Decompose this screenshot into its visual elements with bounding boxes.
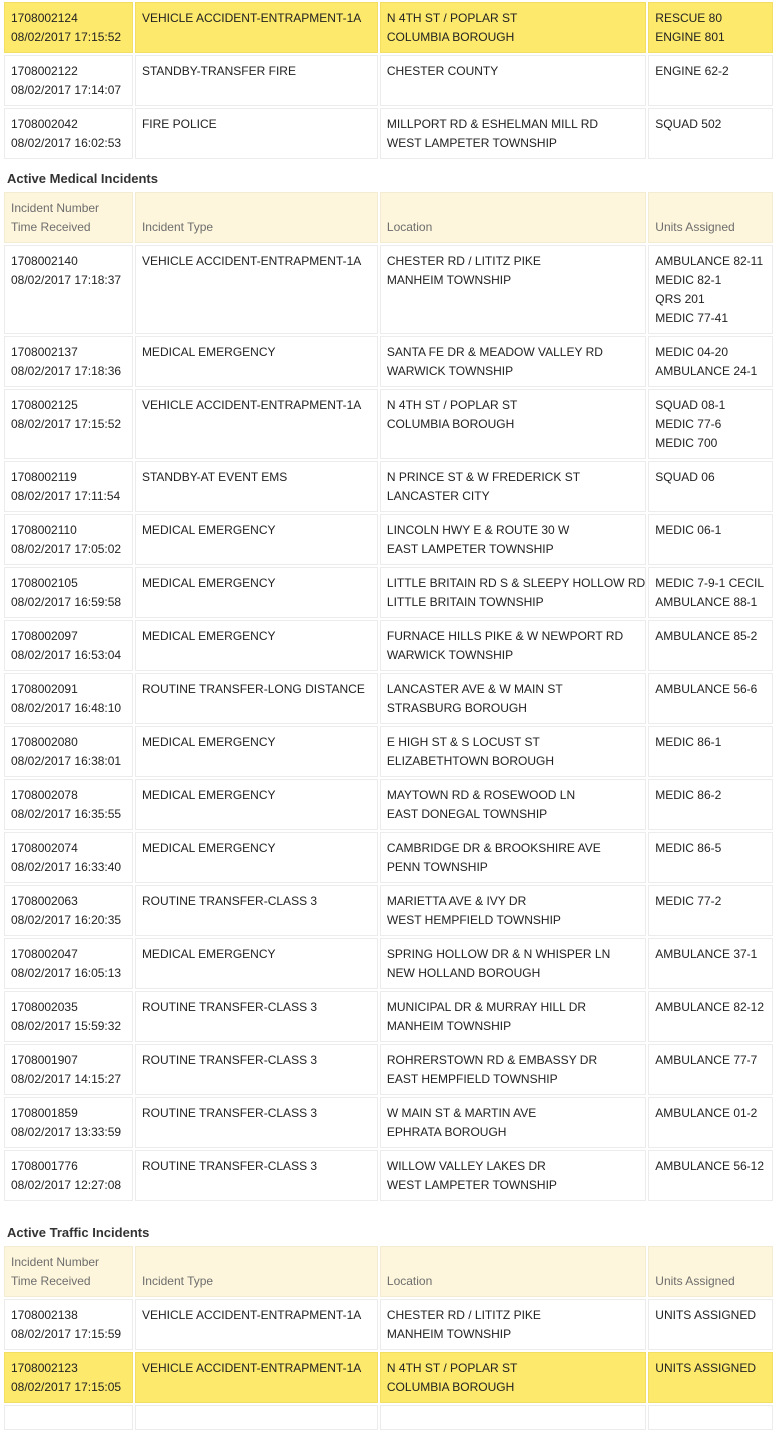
partial-cell	[380, 1405, 646, 1430]
location-street: LANCASTER AVE & W MAIN ST	[386, 682, 563, 696]
location-municipality: EAST HEMPFIELD TOWNSHIP	[386, 1072, 558, 1086]
units-assigned-cell	[648, 1044, 773, 1095]
unit-label: UNITS ASSIGNED	[655, 1308, 756, 1322]
medical-section-title: Active Medical Incidents	[7, 171, 158, 186]
medical-incidents-table	[2, 190, 775, 1203]
unit-label: MEDIC 82-1	[655, 273, 722, 287]
incident-number-cell[interactable]	[4, 1150, 133, 1201]
units-assigned-cell	[648, 108, 773, 159]
incident-row[interactable]	[4, 245, 773, 334]
time-received: 08/02/2017 16:48:10	[11, 701, 122, 715]
incident-number[interactable]: 1708001859	[11, 1106, 78, 1120]
unit-label: MEDIC 77-2	[655, 894, 722, 908]
incident-type-cell: FIRE POLICE	[135, 108, 378, 159]
time-received: 08/02/2017 14:15:27	[11, 1072, 122, 1086]
partial-cell	[4, 1405, 133, 1430]
incident-number-cell[interactable]	[4, 779, 133, 830]
location-street: SANTA FE DR & MEADOW VALLEY RD	[386, 345, 603, 359]
location-municipality: EPHRATA BOROUGH	[386, 1125, 507, 1139]
location-cell	[380, 514, 646, 565]
location-cell	[380, 108, 646, 159]
incident-number-cell[interactable]	[4, 567, 133, 618]
location-municipality: STRASBURG BOROUGH	[386, 701, 527, 715]
location-municipality: EAST LAMPETER TOWNSHIP	[386, 542, 554, 556]
units-assigned-cell	[648, 673, 773, 724]
time-received: 08/02/2017 16:20:35	[11, 913, 122, 927]
incident-row[interactable]	[4, 514, 773, 565]
incident-number-cell[interactable]	[4, 1352, 133, 1403]
incident-row[interactable]	[4, 991, 773, 1042]
incident-row[interactable]	[4, 336, 773, 387]
incident-number-cell[interactable]	[4, 1299, 133, 1350]
incident-type-cell: ROUTINE TRANSFER-LONG DISTANCE	[135, 673, 378, 724]
location-cell	[380, 991, 646, 1042]
time-received: 08/02/2017 12:27:08	[11, 1178, 122, 1192]
units-assigned-cell	[648, 620, 773, 671]
incident-row[interactable]	[4, 108, 773, 159]
unit-label: AMBULANCE 82-12	[655, 1000, 765, 1014]
header-units-assigned[interactable]: Units Assigned	[648, 192, 773, 243]
incident-number-cell[interactable]	[4, 885, 133, 936]
unit-label: MEDIC 86-2	[655, 788, 722, 802]
units-assigned-cell	[648, 1352, 773, 1403]
time-received: 08/02/2017 17:15:59	[11, 1327, 122, 1341]
header-number-label: Incident Number	[11, 1255, 100, 1269]
location-municipality: WEST LAMPETER TOWNSHIP	[386, 1178, 557, 1192]
unit-label: AMBULANCE 56-6	[655, 682, 758, 696]
incident-row[interactable]	[4, 673, 773, 724]
unit-label: MEDIC 7-9-1 CECIL	[655, 576, 764, 590]
incident-type-cell: STANDBY-TRANSFER FIRE	[135, 55, 378, 106]
time-received: 08/02/2017 17:14:07	[11, 83, 122, 97]
location-cell	[380, 1097, 646, 1148]
time-received: 08/02/2017 13:33:59	[11, 1125, 122, 1139]
location-street: CHESTER RD / LITITZ PIKE	[386, 254, 541, 268]
incident-row[interactable]	[4, 55, 773, 106]
incident-number[interactable]: 1708002042	[11, 117, 78, 131]
incident-number-cell[interactable]	[4, 1097, 133, 1148]
unit-label: AMBULANCE 85-2	[655, 629, 758, 643]
incident-number[interactable]: 1708001776	[11, 1159, 78, 1173]
incident-number[interactable]: 1708002047	[11, 947, 78, 961]
time-received: 08/02/2017 16:59:58	[11, 595, 122, 609]
location-street: N 4TH ST / POPLAR ST	[386, 1361, 518, 1375]
units-assigned-cell	[648, 336, 773, 387]
time-received: 08/02/2017 17:15:52	[11, 30, 122, 44]
unit-label: AMBULANCE 82-11	[655, 254, 764, 268]
location-street: SPRING HOLLOW DR & N WHISPER LN	[386, 947, 611, 961]
location-cell	[380, 779, 646, 830]
incident-number-cell[interactable]	[4, 245, 133, 334]
medical-incidents-body	[4, 245, 773, 1201]
location-cell	[380, 567, 646, 618]
incident-number-cell[interactable]	[4, 55, 133, 106]
partial-cell	[648, 1405, 773, 1430]
units-assigned-cell	[648, 389, 773, 459]
fire-incidents-body	[4, 2, 773, 159]
location-cell	[380, 245, 646, 334]
header-location[interactable]: Location	[380, 192, 646, 243]
location-cell	[380, 1299, 646, 1350]
location-municipality: WARWICK TOWNSHIP	[386, 648, 514, 662]
incident-number[interactable]: 1708002063	[11, 894, 78, 908]
incident-row[interactable]	[4, 885, 773, 936]
unit-label: SQUAD 06	[655, 470, 715, 484]
location-cell	[380, 832, 646, 883]
header-incident-number[interactable]	[4, 1246, 133, 1297]
location-cell	[380, 620, 646, 671]
location-municipality: PENN TOWNSHIP	[386, 860, 488, 874]
location-street: E HIGH ST & S LOCUST ST	[386, 735, 540, 749]
incident-type-cell: ROUTINE TRANSFER-CLASS 3	[135, 991, 378, 1042]
incident-row[interactable]	[4, 461, 773, 512]
unit-label: QRS 201	[655, 292, 705, 306]
incident-row[interactable]	[4, 1299, 773, 1350]
unit-label: ENGINE 801	[655, 30, 725, 44]
units-assigned-cell	[648, 2, 773, 53]
incident-number[interactable]: 1708002140	[11, 254, 78, 268]
incident-number-cell[interactable]	[4, 832, 133, 883]
location-street: MARIETTA AVE & IVY DR	[386, 894, 527, 908]
location-municipality: MANHEIM TOWNSHIP	[386, 1327, 512, 1341]
incident-row[interactable]	[4, 567, 773, 618]
time-received: 08/02/2017 16:02:53	[11, 136, 122, 150]
header-number-label: Incident Number	[11, 201, 100, 215]
incident-row[interactable]	[4, 2, 773, 53]
location-street: MUNICIPAL DR & MURRAY HILL DR	[386, 1000, 587, 1014]
incident-row[interactable]	[4, 726, 773, 777]
unit-label: MEDIC 700	[655, 436, 718, 450]
incident-type-cell: ROUTINE TRANSFER-CLASS 3	[135, 1097, 378, 1148]
location-municipality: WEST LAMPETER TOWNSHIP	[386, 136, 557, 150]
incident-type-cell: MEDICAL EMERGENCY	[135, 938, 378, 989]
unit-label: SQUAD 502	[655, 117, 722, 131]
location-cell	[380, 2, 646, 53]
header-location[interactable]: Location	[380, 1246, 646, 1297]
incident-row[interactable]	[4, 620, 773, 671]
location-municipality: COLUMBIA BOROUGH	[386, 30, 515, 44]
units-assigned-cell	[648, 885, 773, 936]
units-assigned-cell	[648, 1097, 773, 1148]
incident-number-cell[interactable]	[4, 514, 133, 565]
incident-number[interactable]: 1708002124	[11, 11, 78, 25]
time-received: 08/02/2017 16:33:40	[11, 860, 122, 874]
location-street: ROHRERSTOWN RD & EMBASSY DR	[386, 1053, 598, 1067]
incident-number-cell[interactable]	[4, 991, 133, 1042]
incident-type-cell: MEDICAL EMERGENCY	[135, 336, 378, 387]
location-municipality: COLUMBIA BOROUGH	[386, 417, 515, 431]
incident-row[interactable]	[4, 1150, 773, 1201]
units-assigned-cell	[648, 514, 773, 565]
unit-label: MEDIC 06-1	[655, 523, 722, 537]
header-incident-type[interactable]: Incident Type	[135, 192, 378, 243]
incident-row[interactable]	[4, 389, 773, 459]
location-municipality: NEW HOLLAND BOROUGH	[386, 966, 541, 980]
incident-number[interactable]: 1708002125	[11, 398, 78, 412]
time-received: 08/02/2017 16:05:13	[11, 966, 122, 980]
location-street: CHESTER COUNTY	[386, 64, 499, 78]
header-time-label: Time Received	[11, 220, 91, 234]
location-municipality: WEST HEMPFIELD TOWNSHIP	[386, 913, 561, 927]
units-assigned-cell	[648, 245, 773, 334]
unit-label: MEDIC 86-1	[655, 735, 722, 749]
location-street: MILLPORT RD & ESHELMAN MILL RD	[386, 117, 599, 131]
unit-label: MEDIC 77-6	[655, 417, 722, 431]
time-received: 08/02/2017 15:59:32	[11, 1019, 122, 1033]
fire-incidents-table	[2, 0, 775, 161]
location-cell	[380, 55, 646, 106]
header-units-assigned[interactable]: Units Assigned	[648, 1246, 773, 1297]
incident-type-cell: MEDICAL EMERGENCY	[135, 779, 378, 830]
incident-row[interactable]	[4, 832, 773, 883]
incident-number[interactable]: 1708002035	[11, 1000, 78, 1014]
location-street: WILLOW VALLEY LAKES DR	[386, 1159, 546, 1173]
location-cell	[380, 1150, 646, 1201]
incident-type-cell: MEDICAL EMERGENCY	[135, 726, 378, 777]
incident-type-cell: MEDICAL EMERGENCY	[135, 514, 378, 565]
incident-number-cell[interactable]	[4, 726, 133, 777]
incident-type-cell: MEDICAL EMERGENCY	[135, 567, 378, 618]
units-assigned-cell	[648, 938, 773, 989]
location-municipality: LANCASTER CITY	[386, 489, 490, 503]
location-cell	[380, 938, 646, 989]
unit-label: MEDIC 04-20	[655, 345, 728, 359]
location-municipality: COLUMBIA BOROUGH	[386, 1380, 515, 1394]
incident-type-cell: VEHICLE ACCIDENT-ENTRAPMENT-1A	[135, 2, 378, 53]
incident-type-cell: STANDBY-AT EVENT EMS	[135, 461, 378, 512]
location-street: LITTLE BRITAIN RD S & SLEEPY HOLLOW RD	[386, 576, 646, 590]
incident-row[interactable]	[4, 1044, 773, 1095]
units-assigned-cell	[648, 461, 773, 512]
unit-label: AMBULANCE 01-2	[655, 1106, 758, 1120]
incident-number[interactable]: 1708002138	[11, 1308, 78, 1322]
location-cell	[380, 885, 646, 936]
location-municipality: ELIZABETHTOWN BOROUGH	[386, 754, 555, 768]
time-received: 08/02/2017 17:18:36	[11, 364, 122, 378]
incident-number-cell[interactable]	[4, 1044, 133, 1095]
incident-number-cell[interactable]	[4, 461, 133, 512]
location-street: CHESTER RD / LITITZ PIKE	[386, 1308, 541, 1322]
incident-number[interactable]: 1708002137	[11, 345, 78, 359]
incident-number[interactable]: 1708002078	[11, 788, 78, 802]
incident-number[interactable]: 1708002091	[11, 682, 78, 696]
units-assigned-cell	[648, 779, 773, 830]
medical-header-row	[4, 192, 773, 243]
incident-number[interactable]: 1708002105	[11, 576, 78, 590]
incident-type-cell: ROUTINE TRANSFER-CLASS 3	[135, 1150, 378, 1201]
units-assigned-cell	[648, 726, 773, 777]
incident-number[interactable]: 1708002122	[11, 64, 78, 78]
location-municipality: MANHEIM TOWNSHIP	[386, 1019, 512, 1033]
incident-number[interactable]: 1708002074	[11, 841, 78, 855]
unit-label: AMBULANCE 77-7	[655, 1053, 758, 1067]
unit-label: AMBULANCE 37-1	[655, 947, 758, 961]
partial-cell	[135, 1405, 378, 1430]
location-municipality: EAST DONEGAL TOWNSHIP	[386, 807, 548, 821]
units-assigned-cell	[648, 567, 773, 618]
incident-type-cell: VEHICLE ACCIDENT-ENTRAPMENT-1A	[135, 389, 378, 459]
incident-row[interactable]	[4, 938, 773, 989]
incident-type-cell: VEHICLE ACCIDENT-ENTRAPMENT-1A	[135, 245, 378, 334]
location-street: MAYTOWN RD & ROSEWOOD LN	[386, 788, 576, 802]
time-received: 08/02/2017 16:38:01	[11, 754, 122, 768]
incident-number-cell[interactable]	[4, 389, 133, 459]
incident-number-cell[interactable]	[4, 2, 133, 53]
location-cell	[380, 461, 646, 512]
unit-label: MEDIC 86-5	[655, 841, 722, 855]
location-street: N 4TH ST / POPLAR ST	[386, 11, 518, 25]
location-municipality: WARWICK TOWNSHIP	[386, 364, 514, 378]
incident-type-cell: MEDICAL EMERGENCY	[135, 620, 378, 671]
unit-label: RESCUE 80	[655, 11, 722, 25]
incident-number-cell[interactable]	[4, 108, 133, 159]
location-street: N PRINCE ST & W FREDERICK ST	[386, 470, 581, 484]
location-cell	[380, 673, 646, 724]
incident-number-cell[interactable]	[4, 620, 133, 671]
incident-type-cell: ROUTINE TRANSFER-CLASS 3	[135, 885, 378, 936]
traffic-incidents-body	[4, 1299, 773, 1430]
incident-number-cell[interactable]	[4, 938, 133, 989]
incident-row-partial	[4, 1405, 773, 1430]
location-street: FURNACE HILLS PIKE & W NEWPORT RD	[386, 629, 624, 643]
header-incident-type[interactable]: Incident Type	[135, 1246, 378, 1297]
location-municipality: LITTLE BRITAIN TOWNSHIP	[386, 595, 544, 609]
location-cell	[380, 1352, 646, 1403]
location-street: LINCOLN HWY E & ROUTE 30 W	[386, 523, 570, 537]
location-street: CAMBRIDGE DR & BROOKSHIRE AVE	[386, 841, 601, 855]
location-street: W MAIN ST & MARTIN AVE	[386, 1106, 537, 1120]
unit-label: SQUAD 08-1	[655, 398, 726, 412]
unit-label: ENGINE 62-2	[655, 64, 729, 78]
units-assigned-cell	[648, 832, 773, 883]
incident-number[interactable]: 1708002123	[11, 1361, 78, 1375]
incident-number[interactable]: 1708002119	[11, 470, 77, 484]
time-received: 08/02/2017 17:15:05	[11, 1380, 122, 1394]
time-received: 08/02/2017 17:15:52	[11, 417, 122, 431]
incident-number-cell[interactable]	[4, 673, 133, 724]
unit-label: UNITS ASSIGNED	[655, 1361, 756, 1375]
location-municipality: MANHEIM TOWNSHIP	[386, 273, 512, 287]
incident-number[interactable]: 1708001907	[11, 1053, 78, 1067]
units-assigned-cell	[648, 55, 773, 106]
incident-number-cell[interactable]	[4, 336, 133, 387]
incident-type-cell: ROUTINE TRANSFER-CLASS 3	[135, 1044, 378, 1095]
incident-type-cell: MEDICAL EMERGENCY	[135, 832, 378, 883]
unit-label: AMBULANCE 88-1	[655, 595, 758, 609]
time-received: 08/02/2017 16:35:55	[11, 807, 122, 821]
traffic-incidents-table	[2, 1244, 775, 1432]
incident-number[interactable]: 1708002097	[11, 629, 78, 643]
incident-row[interactable]	[4, 779, 773, 830]
time-received: 08/02/2017 17:18:37	[11, 273, 122, 287]
time-received: 08/02/2017 17:05:02	[11, 542, 122, 556]
location-cell	[380, 1044, 646, 1095]
location-cell	[380, 726, 646, 777]
time-received: 08/02/2017 16:53:04	[11, 648, 122, 662]
incident-type-cell: VEHICLE ACCIDENT-ENTRAPMENT-1A	[135, 1352, 378, 1403]
units-assigned-cell	[648, 1299, 773, 1350]
header-time-label: Time Received	[11, 1274, 91, 1288]
incident-row[interactable]	[4, 1097, 773, 1148]
traffic-section-title: Active Traffic Incidents	[7, 1225, 150, 1240]
incident-number[interactable]: 1708002080	[11, 735, 78, 749]
location-cell	[380, 336, 646, 387]
traffic-header-row	[4, 1246, 773, 1297]
incident-row[interactable]	[4, 1352, 773, 1403]
unit-label: AMBULANCE 24-1	[655, 364, 758, 378]
incident-type-cell: VEHICLE ACCIDENT-ENTRAPMENT-1A	[135, 1299, 378, 1350]
units-assigned-cell	[648, 991, 773, 1042]
unit-label: MEDIC 77-41	[655, 311, 728, 325]
incident-number[interactable]: 1708002110	[11, 523, 77, 537]
header-incident-number[interactable]	[4, 192, 133, 243]
time-received: 08/02/2017 17:11:54	[11, 489, 121, 503]
location-cell	[380, 389, 646, 459]
unit-label: AMBULANCE 56-12	[655, 1159, 765, 1173]
location-street: N 4TH ST / POPLAR ST	[386, 398, 518, 412]
units-assigned-cell	[648, 1150, 773, 1201]
